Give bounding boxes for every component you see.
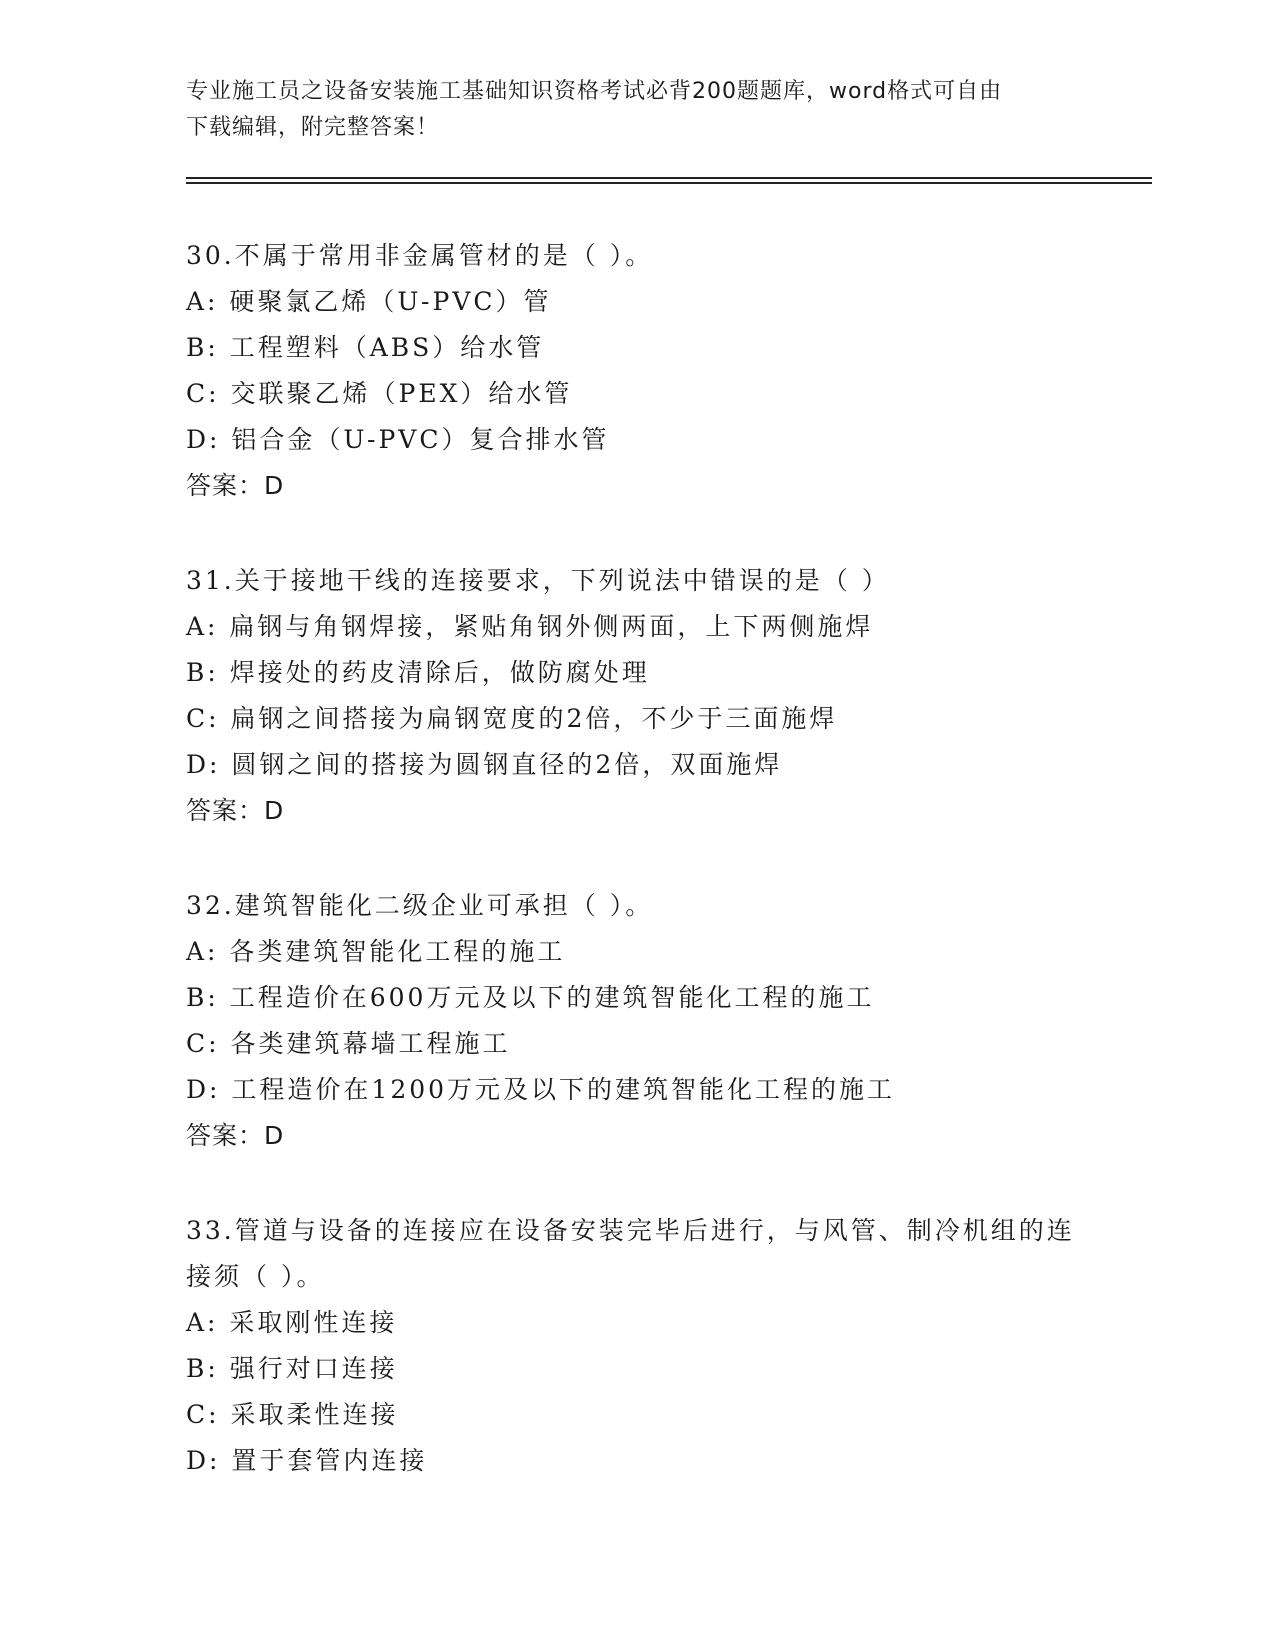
option-b: B: 强行对口连接 xyxy=(186,1354,398,1383)
question-31 xyxy=(186,558,1086,834)
answer: 答案：D xyxy=(186,796,285,825)
header-line-1: 专业施工员之设备安装施工基础知识资格考试必背200题题库，word格式可自由 xyxy=(186,79,1003,104)
option-a: A: 扁钢与角钢焊接，紧贴角钢外侧两面，上下两侧施焊 xyxy=(186,612,874,641)
answer: 答案：D xyxy=(186,1121,285,1150)
question-30 xyxy=(186,233,1086,509)
option-b: B: 焊接处的药皮清除后，做防腐处理 xyxy=(186,658,650,687)
option-d: D: 置于套管内连接 xyxy=(186,1446,428,1475)
option-b: B: 工程塑料（ABS）给水管 xyxy=(186,333,545,362)
option-d: D: 圆钢之间的搭接为圆钢直径的2倍，双面施焊 xyxy=(186,750,783,779)
question-stem: 30.不属于常用非金属管材的是（ ）。 xyxy=(186,241,654,270)
answer: 答案：D xyxy=(186,471,285,500)
question-32 xyxy=(186,883,1086,1159)
option-d: D: 工程造价在1200万元及以下的建筑智能化工程的施工 xyxy=(186,1075,896,1104)
option-d: D: 铝合金（U-PVC）复合排水管 xyxy=(186,425,610,454)
question-33 xyxy=(186,1208,1086,1484)
document-header xyxy=(186,74,1076,146)
option-a: A: 采取刚性连接 xyxy=(186,1308,398,1337)
header-line-2: 下载编辑，附完整答案！ xyxy=(186,115,440,140)
question-stem: 33.管道与设备的连接应在设备安装完毕后进行，与风管、制冷机组的连接须（ ）。 xyxy=(186,1216,1075,1291)
question-stem: 32.建筑智能化二级企业可承担（ ）。 xyxy=(186,891,654,920)
question-list xyxy=(186,233,1086,1533)
option-c: C: 扁钢之间搭接为扁钢宽度的2倍，不少于三面施焊 xyxy=(186,704,838,733)
option-c: C: 各类建筑幕墙工程施工 xyxy=(186,1029,511,1058)
option-c: C: 采取柔性连接 xyxy=(186,1400,399,1429)
header-divider-bottom xyxy=(186,182,1152,184)
option-b: B: 工程造价在600万元及以下的建筑智能化工程的施工 xyxy=(186,983,875,1012)
option-a: A: 硬聚氯乙烯（U-PVC）管 xyxy=(186,287,552,316)
option-c: C: 交联聚乙烯（PEX）给水管 xyxy=(186,379,573,408)
question-stem: 31.关于接地干线的连接要求，下列说法中错误的是（ ） xyxy=(186,566,890,595)
option-a: A: 各类建筑智能化工程的施工 xyxy=(186,937,566,966)
header-divider-top xyxy=(186,177,1152,179)
